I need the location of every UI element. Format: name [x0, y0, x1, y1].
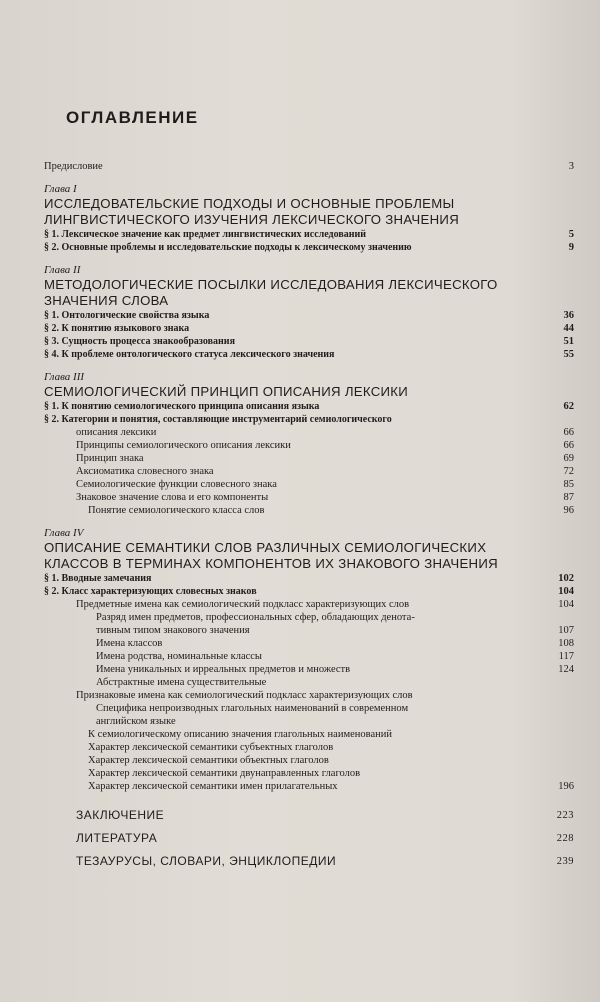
- toc-page-number: 5: [568, 229, 574, 240]
- chapter-block: [44, 527, 574, 793]
- toc-subentry[interactable]: [44, 715, 574, 728]
- chapter-block: [44, 183, 574, 254]
- toc-entry-title: Характер лексической семантики двунаправленных глаголов: [88, 768, 361, 779]
- toc-page-number: 62: [563, 401, 574, 412]
- toc-back-matter-entry[interactable]: [44, 809, 574, 822]
- toc-entry-title: ТЕЗАУРУСЫ, СЛОВАРИ, ЭНЦИКЛОПЕДИИ: [76, 854, 337, 868]
- toc-page-number: 104: [558, 586, 574, 597]
- toc-entry-title: ЛИТЕРАТУРА: [76, 831, 158, 845]
- toc-entry-title: Характер лексической семантики имен прилагательных: [88, 781, 338, 792]
- toc-page-number: 66: [563, 440, 574, 451]
- toc-section-entry[interactable]: [44, 348, 574, 361]
- toc-entry-title: Принцип знака: [76, 453, 144, 464]
- toc-section-entry[interactable]: [44, 228, 574, 241]
- toc-section-entry[interactable]: [44, 309, 574, 322]
- toc-entry-title: § 1. Онтологические свойства языка: [44, 310, 210, 321]
- toc-entry-title: § 1. Лексическое значение как предмет лингвистических исследований: [44, 229, 367, 240]
- chapter-title-line: ЛИНГВИСТИЧЕСКОГО ИЗУЧЕНИЯ ЛЕКСИЧЕСКОГО ЗНАЧЕНИЯ: [44, 212, 460, 227]
- chapter-label: Глава IV: [44, 527, 84, 539]
- toc-entry-title: Признаковые имена как семиологический подкласс характеризующих слов: [76, 690, 413, 701]
- chapter-title-line: СЕМИОЛОГИЧЕСКИЙ ПРИНЦИП ОПИСАНИЯ ЛЕКСИКИ: [44, 384, 409, 399]
- toc-page-number: 9: [568, 242, 574, 253]
- chapter-title-line: ИССЛЕДОВАТЕЛЬСКИЕ ПОДХОДЫ И ОСНОВНЫЕ ПРОБЛЕМЫ: [44, 196, 455, 211]
- toc-entry-title: Предметные имена как семиологический подкласс характеризующих слов: [76, 599, 410, 610]
- toc-subentry[interactable]: [44, 741, 574, 754]
- back-matter-list: [44, 809, 574, 868]
- toc-subentry[interactable]: [44, 676, 574, 689]
- toc-entry-title: Понятие семиологического класса слов: [88, 505, 265, 516]
- toc-entry-title: Аксиоматика словесного знака: [76, 466, 214, 477]
- toc-page-number: 228: [556, 833, 574, 844]
- toc-subentry[interactable]: [44, 478, 574, 491]
- toc-subentry[interactable]: [44, 465, 574, 478]
- toc-entry-title: Абстрактные имена существительные: [96, 677, 267, 688]
- toc-entry-title: § 2. Класс характеризующих словесных знаков: [44, 586, 257, 597]
- toc-subentry[interactable]: [44, 491, 574, 504]
- toc-page-number: 117: [558, 651, 574, 662]
- toc-entry-title: Имена родства, номинальные классы: [96, 651, 262, 662]
- toc-page-number: 107: [558, 625, 574, 636]
- toc-entry-title: § 1. Вводные замечания: [44, 573, 152, 584]
- toc-page-number: 104: [558, 599, 574, 610]
- toc-subentry[interactable]: [44, 702, 574, 715]
- chapters-list: [44, 183, 574, 793]
- toc-page-number: 55: [563, 349, 574, 360]
- chapter-title-line: МЕТОДОЛОГИЧЕСКИЕ ПОСЫЛКИ ИССЛЕДОВАНИЯ ЛЕКСИЧЕСКОГО: [44, 277, 498, 292]
- toc-page-number: 51: [563, 336, 574, 347]
- toc-entry-title: § 3. Сущность процесса знакообразования: [44, 336, 235, 347]
- toc-section-entry[interactable]: [44, 335, 574, 348]
- toc-entry-title: описания лексики: [76, 427, 157, 438]
- chapter-label: Глава II: [44, 264, 81, 276]
- toc-entry-title: Предисловие: [44, 161, 103, 172]
- chapter-title-line: ЗНАЧЕНИЯ СЛОВА: [44, 293, 169, 308]
- table-of-contents: [44, 160, 574, 868]
- toc-entry-preface[interactable]: [44, 160, 574, 173]
- toc-subentry[interactable]: [44, 504, 574, 517]
- toc-entry-title: Разряд имен предметов, профессиональных сфер, обладающих денота-: [96, 612, 415, 623]
- toc-page-number: 3: [568, 161, 574, 172]
- toc-page-number: 124: [558, 664, 574, 675]
- toc-subentry[interactable]: [44, 439, 574, 452]
- toc-subentry[interactable]: [44, 426, 574, 439]
- chapter-block: [44, 264, 574, 361]
- toc-entry-title: Принципы семиологического описания лексики: [76, 440, 291, 451]
- chapter-title-line: ОПИСАНИЕ СЕМАНТИКИ СЛОВ РАЗЛИЧНЫХ СЕМИОЛОГИЧЕСКИХ: [44, 540, 487, 555]
- toc-subentry[interactable]: [44, 663, 574, 676]
- toc-page-number: 72: [563, 466, 574, 477]
- toc-page-number: 44: [563, 323, 574, 334]
- toc-page-number: 96: [563, 505, 574, 516]
- toc-entry-title: К семиологическому описанию значения глагольных наименований: [88, 729, 392, 740]
- toc-subentry[interactable]: [44, 728, 574, 741]
- toc-entry-title: § 4. К проблеме онтологического статуса лексического значения: [44, 349, 335, 360]
- toc-section-entry[interactable]: [44, 413, 574, 426]
- toc-entry-title: Знаковое значение слова и его компоненты: [76, 492, 269, 503]
- toc-entry-title: Характер лексической семантики субъектных глаголов: [88, 742, 334, 753]
- toc-section-entry[interactable]: [44, 572, 574, 585]
- toc-page-number: 239: [556, 856, 574, 867]
- toc-back-matter-entry[interactable]: [44, 832, 574, 845]
- toc-subentry[interactable]: [44, 754, 574, 767]
- chapter-block: [44, 371, 574, 517]
- toc-section-entry[interactable]: [44, 322, 574, 335]
- chapter-label: Глава III: [44, 371, 85, 383]
- page-title: ОГЛАВЛЕНИЕ: [66, 108, 199, 127]
- toc-entry-title: § 2. К понятию языкового знака: [44, 323, 190, 334]
- toc-page-number: 87: [563, 492, 574, 503]
- toc-page-number: 223: [556, 810, 574, 821]
- toc-entry-title: ЗАКЛЮЧЕНИЕ: [76, 808, 165, 822]
- chapter-title-line: КЛАССОВ В ТЕРМИНАХ КОМПОНЕНТОВ ИХ ЗНАКОВОГО ЗНАЧЕНИЯ: [44, 556, 498, 571]
- toc-page-number: 69: [563, 453, 574, 464]
- toc-entry-title: Семиологические функции словесного знака: [76, 479, 277, 490]
- toc-subentry[interactable]: [44, 650, 574, 663]
- toc-entry-title: § 2. Основные проблемы и исследовательские подходы к лексическому значению: [44, 242, 412, 253]
- toc-page-number: 85: [563, 479, 574, 490]
- toc-page-number: 196: [558, 781, 574, 792]
- toc-page-number: 108: [558, 638, 574, 649]
- toc-section-entry[interactable]: [44, 400, 574, 413]
- toc-subentry[interactable]: [44, 767, 574, 780]
- toc-subentry[interactable]: [44, 780, 574, 793]
- toc-page-number: 66: [563, 427, 574, 438]
- toc-subentry[interactable]: [44, 689, 574, 702]
- chapter-label: Глава I: [44, 183, 77, 195]
- toc-subentry[interactable]: [44, 598, 574, 611]
- toc-entry-title: английском языке: [96, 716, 176, 727]
- toc-entry-title: Специфика непроизводных глагольных наименований в современном: [96, 703, 409, 714]
- toc-section-entry[interactable]: [44, 241, 574, 254]
- toc-entry-title: § 1. К понятию семиологического принципа описания языка: [44, 401, 320, 412]
- toc-section-entry[interactable]: [44, 585, 574, 598]
- toc-page-number: 102: [558, 573, 574, 584]
- toc-back-matter-entry[interactable]: [44, 855, 574, 868]
- toc-entry-title: тивным типом знакового значения: [96, 625, 250, 636]
- toc-subentry[interactable]: [44, 624, 574, 637]
- toc-entry-title: § 2. Категории и понятия, составляющие инструментарий семиологического: [44, 414, 392, 425]
- toc-entry-title: Имена классов: [96, 638, 163, 649]
- toc-subentry[interactable]: [44, 637, 574, 650]
- toc-entry-title: Характер лексической семантики объектных глаголов: [88, 755, 329, 766]
- toc-entry-title: Имена уникальных и ирреальных предметов и множеств: [96, 664, 351, 675]
- toc-subentry[interactable]: [44, 452, 574, 465]
- toc-subentry[interactable]: [44, 611, 574, 624]
- toc-page-number: 36: [563, 310, 574, 321]
